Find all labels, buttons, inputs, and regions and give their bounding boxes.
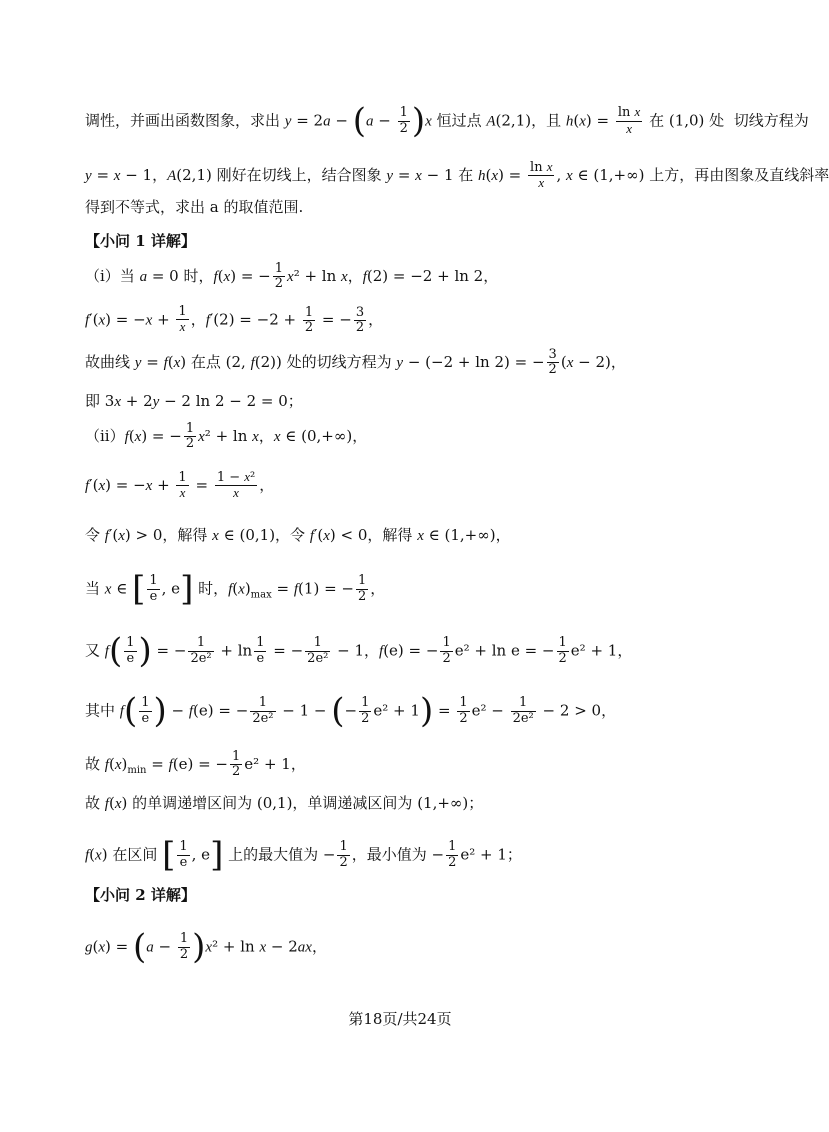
solution-text-line-8: 即 3x + 2y − 2 ln 2 − 2 = 0； [85, 392, 303, 410]
solution-text-line-6: f′(x) = −x + $\frac{1}{x}$ ，f′(2) = −2 + $\frac{1}{2}$ = − $\frac{3}{2}$ ， [85, 304, 384, 335]
page-number-footer: 第18页/共24页 [348, 1010, 452, 1028]
solution-text-line-5: （i）当 a = 0 时，f(x) = − $\frac{1}{2}$ x² + ln x，f(2) = −2 + ln 2， [85, 261, 499, 292]
solution-text-line-3: 得到不等式，求出 a 的取值范围. [85, 198, 304, 216]
solution-text-line-1: 调性，并画出函数图象，求出 y = 2a − (a − $\frac{1}{2}$ )x 恒过点 A(2,1)，且 h(x) = $\frac{\text{ln x}}{x}$ 在 (1,0) 处 切线方程为 [85, 101, 809, 141]
solution-text-line-15: 故 $f(x)_{min} = f(e)$ = − $\frac{1}{2}$ e² + 1， [85, 749, 306, 780]
solution-text-line-16: 故 f(x) 的单调递增区间为 (0,1)，单调递减区间为 (1,+∞)； [85, 794, 484, 812]
solution-text-line-19: g(x) = (a − $\frac{1}{2}$ )x² + ln x − 2ax， [85, 927, 327, 967]
section-heading-2: 【小问 2 详解】 [85, 886, 196, 904]
solution-text-line-12: 当 x ∈ [ $\frac{1}{e}$ , e] 时，$f(x)_{max} = f(1)$ = − $\frac{1}{2}$ ， [85, 569, 386, 609]
solution-text-line-11: 令 f′(x) > 0，解得 x ∈ (0,1)，令 f′(x) < 0，解得 x ∈ (1,+∞)， [85, 526, 511, 544]
solution-text-line-9: （ii）f(x) = − $\frac{1}{2}$ x² + ln x，x ∈ (0,+∞)， [85, 421, 368, 452]
section-heading-1: 【小问 1 详解】 [85, 232, 196, 250]
solution-text-line-17: f(x) 在区间 [ $\frac{1}{e}$ , e] 上的最大值为 − $\frac{1}{2}$ ，最小值为 − $\frac{1}{2}$ e² + 1； [85, 835, 522, 875]
solution-text-line-10: f′(x) = −x + $\frac{1}{x}$ = $\frac{\text{1 − x²}}{x}$ ， [85, 469, 275, 501]
solution-text-line-7: 故曲线 y = f(x) 在点 (2, f(2)) 处的切线方程为 y − (−2 + ln 2) = − $\frac{3}{2}$ (x − 2)， [85, 347, 626, 378]
solution-text-line-13: 又 f( $\frac{1}{e}$ ) = − $\frac{1}{\text{2e²}}$ + ln $\frac{1}{e}$ = − $\frac{1}{\text{2e²}}$ − 1，f(e) = − $\frac{1}{2}$ e² + ln e = − $\frac{1}{2}$ e² + 1， [85, 631, 633, 671]
solution-text-line-14: 其中 f( $\frac{1}{e}$ ) − f(e) = − $\frac{1}{\text{2e²}}$ − 1 − (− $\frac{1}{2}$ e² + 1) = $\frac{1}{2}$ e² − $\frac{1}{\text{2e²}}$ − 2 > 0， [85, 691, 617, 731]
solution-text-line-2: y = x − 1，A(2,1) 刚好在切线上，结合图象 y = x − 1 在 h(x) = $\frac{\text{ln x}}{x}$ , x ∈ (1,+∞) 上方，再由图象及直线斜率 [85, 159, 829, 191]
